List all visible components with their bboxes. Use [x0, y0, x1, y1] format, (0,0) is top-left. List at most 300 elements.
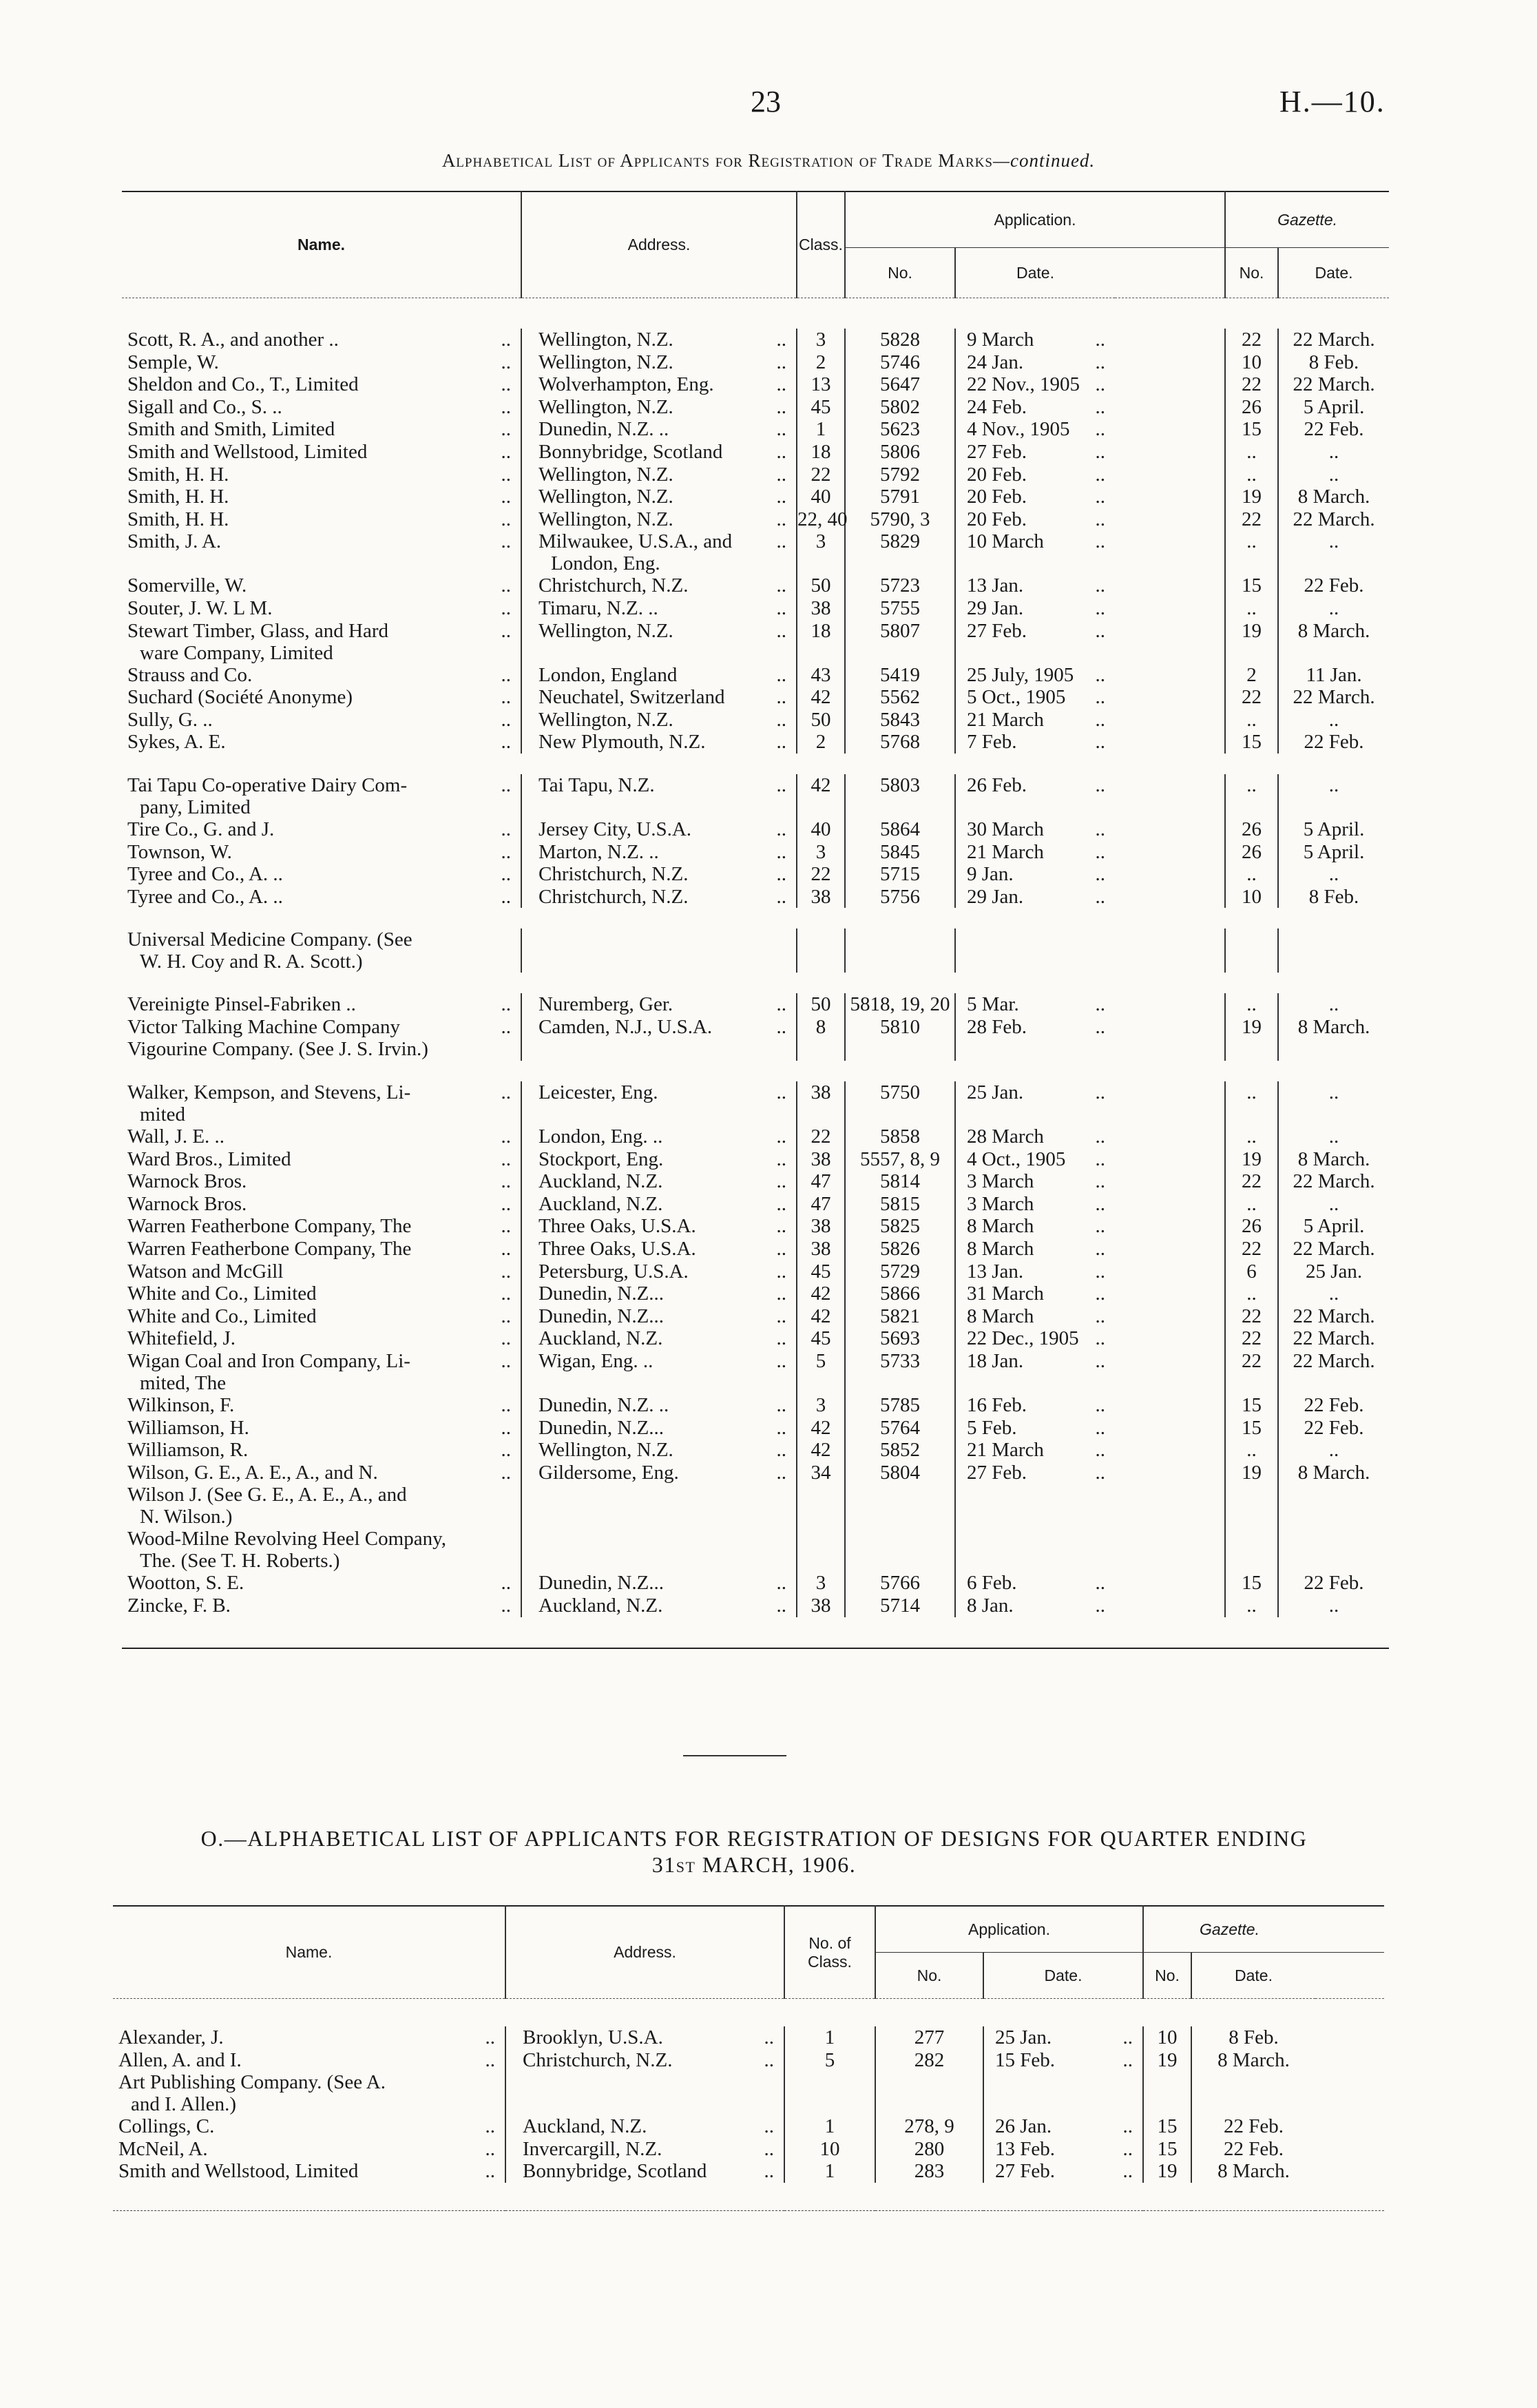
applicant-name-line: Warren Featherbone Company, The: [127, 1238, 412, 1260]
application-date: 18 Jan. ..: [955, 1350, 1115, 1394]
application-date: 27 Feb. ..: [955, 620, 1115, 664]
address: New Plymouth, N.Z.: [539, 731, 706, 754]
gazette-number: 26: [1225, 1215, 1278, 1238]
col-header-name: Name.: [285, 1943, 333, 1961]
applicant-name-line: Universal Medicine Company. (See: [127, 928, 412, 951]
class-number: 22: [797, 1125, 845, 1148]
gazette-number: 22: [1225, 1350, 1278, 1394]
applicant-name: [122, 863, 521, 886]
table-row: [122, 664, 1389, 687]
gazette-date: ..: [1278, 1193, 1389, 1216]
class-number: 3: [797, 1572, 845, 1595]
gazette-date: 8 March.: [1278, 1016, 1389, 1039]
class-number: 47: [797, 1193, 845, 1216]
table-row: [122, 1193, 1389, 1216]
application-date: 8 March ..: [955, 1238, 1115, 1260]
application-number: 277: [875, 2026, 983, 2049]
gazette-date: 11 Jan.: [1278, 664, 1389, 687]
applicant-name: [122, 1193, 521, 1216]
application-number: 5790, 3: [845, 508, 955, 531]
application-date: 5 Mar. ..: [955, 993, 1115, 1016]
class-number: 10: [784, 2138, 875, 2161]
class-number: 18: [797, 441, 845, 464]
application-date: 29 Jan. ..: [955, 597, 1115, 620]
gazette-number: [1225, 1484, 1278, 1528]
gazette-number: ..: [1225, 774, 1278, 818]
applicant-name-continuation: mited: [140, 1103, 186, 1126]
gazette-date: 22 Feb.: [1278, 1394, 1389, 1417]
table-row: [122, 841, 1389, 864]
applicant-name-line: Warnock Bros.: [127, 1170, 247, 1193]
applicant-name: [122, 841, 521, 864]
table-row: [122, 574, 1389, 597]
application-number: 5723: [845, 574, 955, 597]
gazette-number: 22: [1225, 1305, 1278, 1328]
applicant-name: [122, 1215, 521, 1238]
application-number: 5562: [845, 686, 955, 709]
class-number: 1: [797, 418, 845, 441]
class-number: 13: [797, 373, 845, 396]
applicant-name: [122, 709, 521, 731]
address: Dunedin, N.Z...: [539, 1305, 665, 1327]
application-number: 5852: [845, 1439, 955, 1462]
applicant-name: [122, 464, 521, 486]
class-number: 3: [797, 329, 845, 351]
application-date: 25 Jan. ..: [955, 1081, 1115, 1125]
address-cell: [521, 620, 797, 664]
address-cell: [521, 709, 797, 731]
application-number: 5733: [845, 1350, 955, 1394]
col-header-class-line2: Class.: [808, 1952, 852, 1971]
applicant-name-line: Tyree and Co., A. ..: [127, 863, 283, 886]
gazette-date: 22 March.: [1278, 1238, 1389, 1260]
gazette-date: 22 March.: [1278, 373, 1389, 396]
address: Wellington, N.Z.: [539, 463, 673, 486]
gazette-date: 22 Feb.: [1278, 1572, 1389, 1595]
application-date: 31 March ..: [955, 1283, 1115, 1305]
gazette-number: [1225, 1038, 1278, 1061]
table-row: [122, 1148, 1389, 1171]
application-number: 5810: [845, 1016, 955, 1039]
gazette-number: [1225, 1528, 1278, 1572]
application-number: 5755: [845, 597, 955, 620]
address: Auckland, N.Z.: [539, 1170, 663, 1193]
application-date: 13 Feb. ..: [983, 2138, 1143, 2161]
applicant-name: [122, 818, 521, 841]
class-number: 3: [797, 1394, 845, 1417]
class-number: 43: [797, 664, 845, 687]
applicant-name-line: Vereinigte Pinsel-Fabriken ..: [127, 993, 356, 1016]
applicant-name-line: Stewart Timber, Glass, and Hard: [127, 619, 389, 642]
table-row: [122, 373, 1389, 396]
gazette-number: 10: [1143, 2026, 1191, 2049]
address-cell: [505, 2049, 784, 2072]
address: Brooklyn, U.S.A.: [523, 2026, 663, 2048]
gazette-date: ..: [1278, 530, 1389, 574]
address-cell: [521, 1528, 797, 1572]
applicant-name-continuation: pany, Limited: [140, 796, 251, 818]
address: Auckland, N.Z.: [523, 2115, 647, 2138]
applicant-name: [122, 418, 521, 441]
application-number: 5804: [845, 1462, 955, 1484]
table-row: [122, 863, 1389, 886]
applicant-name-line: Alexander, J.: [118, 2026, 224, 2048]
table-row: [122, 1215, 1389, 1238]
table-row: [122, 508, 1389, 531]
gazette-date: 8 March.: [1278, 486, 1389, 508]
application-number: 5806: [845, 441, 955, 464]
class-number: [797, 1528, 845, 1572]
col-header-gaz-date: Date.: [1278, 248, 1389, 298]
address-cell: [521, 1595, 797, 1617]
gazette-number: 15: [1225, 1572, 1278, 1595]
applicant-name: [122, 928, 521, 973]
application-date: 9 March ..: [955, 329, 1115, 351]
address-cell: [521, 1215, 797, 1238]
class-number: [797, 1484, 845, 1528]
applicant-name: [122, 1283, 521, 1305]
class-number: 3: [797, 841, 845, 864]
gazette-date: ..: [1278, 1283, 1389, 1305]
address: London, Eng. ..: [539, 1125, 663, 1148]
gazette-date: [1278, 1484, 1389, 1528]
applicant-name: [122, 1260, 521, 1283]
application-number: 5766: [845, 1572, 955, 1595]
application-date: [955, 1484, 1115, 1528]
applicant-name: [122, 574, 521, 597]
application-date: 16 Feb. ..: [955, 1394, 1115, 1417]
address: Timaru, N.Z. ..: [539, 596, 658, 619]
gazette-number: 26: [1225, 841, 1278, 864]
gazette-number: ..: [1225, 1193, 1278, 1216]
class-number: 45: [797, 1327, 845, 1350]
address-cell: [521, 886, 797, 909]
gazette-number: 22: [1225, 1170, 1278, 1193]
gazette-date: [1278, 1038, 1389, 1061]
address-cell: [521, 1125, 797, 1148]
gazette-date: 8 March.: [1278, 1148, 1389, 1171]
application-number: 5807: [845, 620, 955, 664]
table-row: [113, 2138, 1384, 2161]
address: Camden, N.J., U.S.A.: [539, 1015, 713, 1038]
table-row: [122, 993, 1389, 1016]
application-number: 5750: [845, 1081, 955, 1125]
table-row: [122, 731, 1389, 754]
application-date: 24 Jan. ..: [955, 351, 1115, 374]
gazette-number: 19: [1143, 2049, 1191, 2072]
applicant-name-line: Suchard (Société Anonyme): [127, 686, 353, 709]
address-cell: [521, 1081, 797, 1125]
applicant-name: [113, 2026, 505, 2049]
applicant-name: [113, 2160, 505, 2183]
table-row: [122, 1125, 1389, 1148]
col-header-application: Application.: [875, 1906, 1143, 1953]
address-cell: [521, 1193, 797, 1216]
applicant-name: [122, 1081, 521, 1125]
applicant-name: [122, 686, 521, 709]
gazette-number: ..: [1225, 597, 1278, 620]
applicant-name: [122, 1394, 521, 1417]
address: Milwaukee, U.S.A., and: [539, 530, 733, 553]
trade-marks-title-continued: —continued.: [992, 150, 1096, 171]
gazette-number: 19: [1143, 2160, 1191, 2183]
class-number: [797, 928, 845, 973]
class-number: 50: [797, 709, 845, 731]
class-number: 42: [797, 1305, 845, 1328]
class-number: [797, 1038, 845, 1061]
applicant-name: [122, 351, 521, 374]
application-date: 28 March ..: [955, 1125, 1115, 1148]
address-cell: [521, 993, 797, 1016]
application-date: 26 Feb. ..: [955, 774, 1115, 818]
application-date: 21 March ..: [955, 1439, 1115, 1462]
table-row: [122, 709, 1389, 731]
applicant-name: [122, 1305, 521, 1328]
applicant-name: [122, 1016, 521, 1039]
application-number: 5828: [845, 329, 955, 351]
address: London, England: [539, 663, 678, 686]
col-header-gazette: Gazette.: [1143, 1906, 1315, 1953]
applicant-name-line: Souter, J. W. L M.: [127, 596, 273, 619]
gazette-date: ..: [1278, 993, 1389, 1016]
col-header-gaz-no: No.: [1225, 248, 1278, 298]
table-row: [122, 1394, 1389, 1417]
gazette-date: 5 April.: [1278, 818, 1389, 841]
applicant-name-line: Townson, W.: [127, 840, 232, 863]
application-date: 9 Jan. ..: [955, 863, 1115, 886]
table-row: [122, 441, 1389, 464]
address-cell: [521, 1350, 797, 1394]
address-cell: [521, 863, 797, 886]
class-number: 3: [797, 530, 845, 574]
applicant-name: [113, 2071, 505, 2115]
table-row: [122, 1305, 1389, 1328]
page-number: 23: [751, 85, 781, 118]
designs-title-line1: O.—ALPHABETICAL LIST OF APPLICANTS FOR REGISTRATION OF DESIGNS FOR QUARTER ENDING: [200, 1826, 1308, 1851]
gazette-number: ..: [1225, 1439, 1278, 1462]
address-cell: [521, 1439, 797, 1462]
applicant-name: [122, 1417, 521, 1440]
address-cell: [521, 396, 797, 419]
class-number: 5: [797, 1350, 845, 1394]
address: Bonnybridge, Scotland: [539, 440, 723, 463]
applicant-name: [122, 1595, 521, 1617]
address: Nuremberg, Ger.: [539, 993, 673, 1016]
gazette-number: 26: [1225, 396, 1278, 419]
address-cell: [505, 2138, 784, 2161]
gazette-date: 5 April.: [1278, 1215, 1389, 1238]
application-number: 5845: [845, 841, 955, 864]
address-cell: [521, 1148, 797, 1171]
gazette-date: 8 Feb.: [1278, 351, 1389, 374]
class-number: 42: [797, 1439, 845, 1462]
table-row: [113, 2071, 1384, 2115]
gazette-number: 19: [1225, 1462, 1278, 1484]
table-row: [122, 1462, 1389, 1484]
applicant-name: [122, 508, 521, 531]
application-number: [845, 1038, 955, 1061]
col-header-address: Address.: [521, 191, 797, 298]
application-number: 5419: [845, 664, 955, 687]
table-row: [122, 886, 1389, 909]
address: Wellington, N.Z.: [539, 329, 673, 351]
applicant-name-line: Smith, J. A.: [127, 530, 222, 553]
gazette-date: 22 Feb.: [1278, 1417, 1389, 1440]
address-cell: [521, 1038, 797, 1061]
application-date: 26 Jan. ..: [983, 2115, 1143, 2138]
table-row: [122, 686, 1389, 709]
application-date: 21 March ..: [955, 841, 1115, 864]
application-number: 5623: [845, 418, 955, 441]
application-date: 30 March ..: [955, 818, 1115, 841]
table-row: [122, 1283, 1389, 1305]
gazette-date: 22 March.: [1278, 1305, 1389, 1328]
gazette-number: 19: [1225, 1148, 1278, 1171]
address-cell: [521, 1016, 797, 1039]
application-number: 280: [875, 2138, 983, 2161]
applicant-name-line: Wigan Coal and Iron Company, Li-: [127, 1350, 410, 1372]
gazette-number: ..: [1225, 530, 1278, 574]
address: Marton, N.Z. ..: [539, 840, 659, 863]
applicant-name: [122, 486, 521, 508]
application-date: 8 March ..: [955, 1215, 1115, 1238]
col-header-class: Class.: [797, 191, 845, 298]
application-number: 5814: [845, 1170, 955, 1193]
applicant-name-line: Williamson, R.: [127, 1439, 249, 1462]
application-date: 25 July, 1905 ..: [955, 664, 1115, 687]
class-number: 50: [797, 574, 845, 597]
gazette-date: 8 Feb.: [1278, 886, 1389, 909]
applicant-name: [122, 886, 521, 909]
address-cell: [521, 351, 797, 374]
gazette-number: 19: [1225, 620, 1278, 664]
table-row: [122, 1238, 1389, 1260]
class-number: 42: [797, 1283, 845, 1305]
trade-marks-title: [0, 150, 1537, 172]
applicant-name-line: Art Publishing Company. (See A.: [118, 2071, 386, 2094]
gazette-number: ..: [1225, 441, 1278, 464]
address-cell: [521, 1417, 797, 1440]
gazette-number: ..: [1225, 1081, 1278, 1125]
gazette-number: 15: [1225, 731, 1278, 754]
applicant-name: [122, 329, 521, 351]
address: Leicester, Eng.: [539, 1081, 658, 1104]
gazette-number: 22: [1225, 1238, 1278, 1260]
gazette-number: 19: [1225, 486, 1278, 508]
gazette-number: 10: [1225, 886, 1278, 909]
gazette-number: 26: [1225, 818, 1278, 841]
application-date: 20 Feb. ..: [955, 464, 1115, 486]
address-cell: [521, 464, 797, 486]
gazette-date: ..: [1278, 441, 1389, 464]
application-number: 5768: [845, 731, 955, 754]
address: Wellington, N.Z.: [539, 395, 673, 418]
class-number: 40: [797, 486, 845, 508]
address: Dunedin, N.Z...: [539, 1572, 665, 1595]
gazette-number: 15: [1225, 1394, 1278, 1417]
class-number: 45: [797, 396, 845, 419]
applicant-name: [122, 1170, 521, 1193]
class-number: 38: [797, 1595, 845, 1617]
applicant-name: [122, 1462, 521, 1484]
class-number: 42: [797, 774, 845, 818]
address-cell: [505, 2115, 784, 2138]
col-header-gaz-no: No.: [1143, 1953, 1191, 1999]
class-number: 38: [797, 597, 845, 620]
application-number: 5825: [845, 1215, 955, 1238]
application-date: 29 Jan. ..: [955, 886, 1115, 909]
gazette-number: ..: [1225, 709, 1278, 731]
address: Wigan, Eng. ..: [539, 1350, 654, 1372]
address-cell: [521, 418, 797, 441]
applicant-name: [122, 396, 521, 419]
gazette-date: 8 March.: [1191, 2160, 1315, 2183]
applicant-name-line: Somerville, W.: [127, 574, 247, 597]
designs-title-suffix: ST: [676, 1858, 696, 1876]
table-row: [122, 1528, 1389, 1572]
gazette-date: [1278, 1528, 1389, 1572]
gazette-number: ..: [1225, 993, 1278, 1016]
applicant-name-line: Sigall and Co., S. ..: [127, 395, 282, 418]
col-header-gaz-date: Date.: [1191, 1953, 1315, 1999]
class-number: 47: [797, 1170, 845, 1193]
address: Dunedin, N.Z. ..: [539, 1394, 669, 1416]
gazette-date: 8 Feb.: [1191, 2026, 1315, 2049]
designs-title-rest: MARCH, 1906.: [696, 1852, 857, 1877]
applicant-name-line: Warren Featherbone Company, The: [127, 1215, 412, 1238]
application-date: 13 Jan. ..: [955, 574, 1115, 597]
gazette-date: ..: [1278, 709, 1389, 731]
address: Gildersome, Eng.: [539, 1461, 679, 1484]
address-cell: [521, 1462, 797, 1484]
gazette-number: 15: [1225, 1417, 1278, 1440]
gazette-date: ..: [1278, 464, 1389, 486]
gazette-date: ..: [1278, 774, 1389, 818]
applicant-name: [122, 664, 521, 687]
table-row: [122, 351, 1389, 374]
gazette-date: ..: [1278, 1125, 1389, 1148]
address-cell: [505, 2026, 784, 2049]
class-number: 38: [797, 1215, 845, 1238]
designs-table: [113, 1905, 1384, 2211]
class-number: 22, 40: [797, 508, 848, 530]
applicant-name-line: McNeil, A.: [118, 2137, 208, 2160]
table-row: [122, 1038, 1389, 1061]
gazette-number: [1143, 2071, 1191, 2115]
applicant-name: [122, 1439, 521, 1462]
col-header-name: Name.: [297, 236, 346, 253]
class-number: 42: [797, 686, 845, 709]
application-date: [955, 1038, 1115, 1061]
address-cell: [521, 574, 797, 597]
application-number: 283: [875, 2160, 983, 2183]
applicant-name: [122, 1148, 521, 1171]
applicant-name-line: Wootton, S. E.: [127, 1572, 244, 1595]
applicant-name-line: Whitefield, J.: [127, 1327, 236, 1350]
application-number: 5802: [845, 396, 955, 419]
application-date: 27 Feb. ..: [955, 1462, 1115, 1484]
applicant-name-line: Allen, A. and I.: [118, 2048, 242, 2071]
address-cell: [521, 1305, 797, 1328]
application-number: 5557, 8, 9: [845, 1148, 955, 1171]
gazette-number: 22: [1225, 686, 1278, 709]
application-date: 13 Jan. ..: [955, 1260, 1115, 1283]
address: Jersey City, U.S.A.: [539, 818, 692, 840]
gazette-number: 15: [1225, 418, 1278, 441]
address-cell: [521, 373, 797, 396]
applicant-name-line: Sully, G. ..: [127, 708, 213, 731]
applicant-name: [122, 993, 521, 1016]
